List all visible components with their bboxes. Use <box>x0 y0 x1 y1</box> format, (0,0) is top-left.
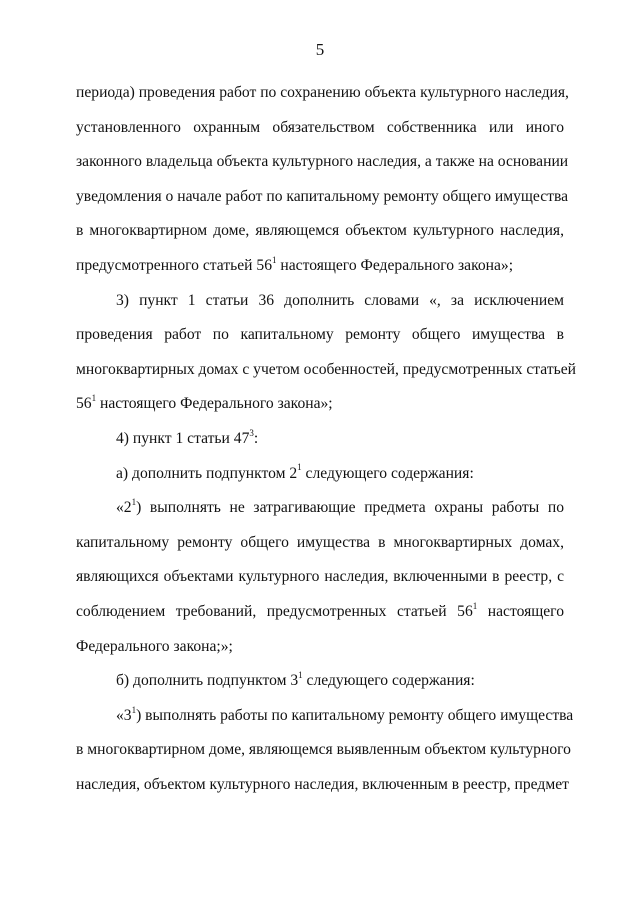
text-segment: б) дополнить подпунктом 3 <box>116 672 299 690</box>
text-line <box>76 180 569 215</box>
text-segment: предусмотренного статьей 56 <box>76 256 273 274</box>
text-segment: многоквартирных домах с учетом особенностей, предусмотренных статьей <box>76 360 577 378</box>
text-segment: в многоквартирном доме, являющемся выявленным объектом культурного <box>76 741 571 759</box>
text-line <box>76 214 564 249</box>
text-segment: «2 <box>116 499 132 517</box>
text-segment: ) выполнять работы по капитальному ремонту общего имущества <box>136 706 574 724</box>
superscript: 1 <box>472 600 478 611</box>
text-segment: законного владельца объекта культурного наследия, а также на основании <box>76 153 569 171</box>
text-line <box>76 422 564 457</box>
text-segment: настоящего Федерального закона»; <box>96 395 333 413</box>
text-line <box>76 491 564 526</box>
text-line <box>76 630 564 665</box>
text-segment: капитальному ремонту общего имущества в многоквартирных домах, <box>76 533 564 551</box>
text-line <box>76 318 564 353</box>
document-body <box>76 76 577 802</box>
text-line <box>76 249 564 284</box>
text-segment: Федерального закона;»; <box>76 637 233 655</box>
text-segment: установленного охранным обязательством собственника или иного <box>76 118 564 136</box>
text-line <box>76 664 564 699</box>
text-segment: соблюдением требований, предусмотренных статьей 56 <box>76 602 473 620</box>
superscript: 1 <box>91 393 97 404</box>
superscript: 1 <box>297 462 302 473</box>
text-segment: проведения работ по капитальному ремонту общего имущества в <box>76 326 564 344</box>
page-number: 5 <box>315 40 325 59</box>
text-line <box>76 284 564 319</box>
text-segment: настоящего <box>477 602 564 620</box>
text-line <box>76 353 577 388</box>
superscript: 1 <box>131 704 137 715</box>
superscript: 1 <box>131 496 137 507</box>
text-segment: 3) пункт 1 статьи 36 дополнить словами «, за исключением <box>116 291 564 309</box>
text-line <box>76 733 571 768</box>
text-line <box>76 768 569 803</box>
text-segment: являющихся объектами культурного наследия, включенными в реестр, с <box>76 568 564 586</box>
text-line <box>76 111 564 146</box>
text-segment: 56 <box>76 395 92 413</box>
text-segment: 4) пункт 1 статьи 47 <box>116 429 250 447</box>
text-line <box>76 699 574 734</box>
text-line <box>76 526 564 561</box>
text-segment: уведомления о начале работ по капитальному ремонту общего имущества <box>76 187 569 205</box>
text-segment: ) выполнять не затрагивающие предмета охраны работы по <box>136 499 564 517</box>
superscript: 3 <box>249 427 254 438</box>
text-line <box>76 145 569 180</box>
text-segment: настоящего Федерального закона»; <box>276 256 514 274</box>
text-segment: : <box>253 429 259 447</box>
text-segment: «3 <box>116 706 132 724</box>
text-line <box>76 457 564 492</box>
text-line <box>76 387 564 422</box>
superscript: 1 <box>272 254 277 265</box>
text-segment: наследия, объектом культурного наследия, включенным в реестр, предмет <box>76 775 569 793</box>
text-segment: периода) проведения работ по сохранению объекта культурного наследия, <box>76 84 569 101</box>
text-segment: следующего содержания: <box>302 672 475 690</box>
text-line <box>76 595 564 630</box>
text-segment: следующего содержания: <box>301 464 474 482</box>
text-line <box>76 76 569 111</box>
superscript: 1 <box>298 669 303 680</box>
text-segment: в многоквартирном доме, являющемся объектом культурного наследия, <box>76 222 564 240</box>
text-segment: а) дополнить подпунктом 2 <box>116 464 298 482</box>
text-line <box>76 560 564 595</box>
